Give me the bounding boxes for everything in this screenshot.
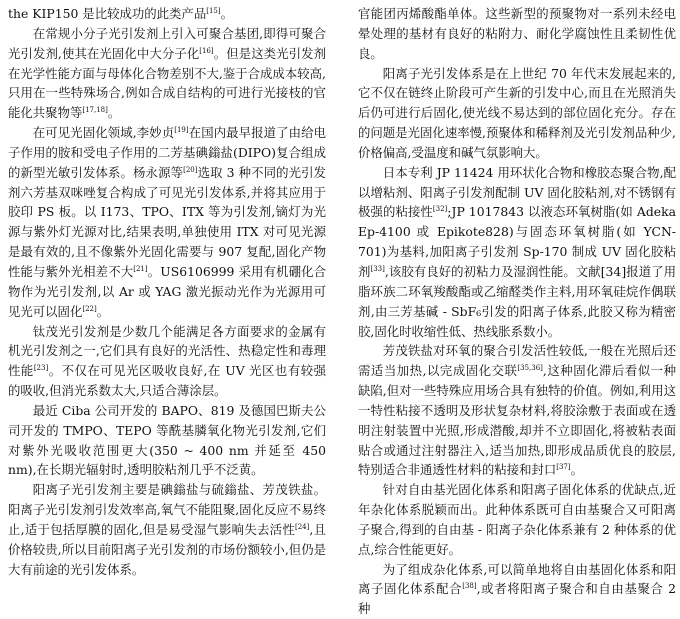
citation-ref: [16]	[199, 46, 214, 55]
paragraph-text: ,该胶有良好的初粘力及湿润性能。文献[34]报道了用脂环族二环氧羧酸酯或乙缩醛类作主料,用环氧硅烷作偶联剂,由三芳基碱 - SbF₆引发的阳离子体系,此胶又称为精密胶,固化时收缩性低、热线胀系数小。	[358, 263, 677, 339]
paragraph-text: 芳茂铁盐对环氧的聚合引发活性较低,一般在光照后还需适当加热,以完成固化交联	[358, 343, 676, 379]
paragraph	[8, 24, 326, 123]
paragraph	[8, 480, 326, 579]
paragraph-text: ,这种固化滞后看似一种缺陷,但对一些特殊应用场合具有独特的价值。例如,利用这一特性粘接不透明及形状复杂材料,将胶涂敷于表面或在透明注射装置中光照,形成潜酸,却并不立即固化,将被粘表面贴合或通过注射器注入,适当加热,即形成品质优良的胶层,特别适合非通透性材料的粘接和封口	[358, 363, 676, 478]
paragraph-text: the KIP150 是比较成功的此类产品	[8, 6, 207, 21]
citation-ref: [19]	[174, 126, 189, 135]
citation-ref: [20]	[183, 165, 198, 174]
paragraph	[358, 480, 676, 559]
paragraph-text: 阳离子光引发剂主要是碘鎓盐与硫鎓盐、芳茂铁盐。阳离子光引发剂引发效率高,氧气不能阻聚,固化反应不易终止,适于包括厚膜的固化,但是易受湿气影响失去活性	[8, 482, 326, 537]
paragraph-text: 。	[570, 462, 584, 478]
paragraph	[8, 123, 326, 321]
paragraph-text: 阳离子光引发体系是在上世纪 70 年代末发展起来的,它不仅在链终止阶段可产生新的引发中心,而且在光照消失后仍可进行后固化,使光线不易达到的部位固化充分。存在的问题是光固化速率慢,预聚体和稀释剂及光引发剂品种少,价格偏高,受温度和碱气氛影响大。	[358, 65, 676, 160]
paragraph	[358, 163, 676, 342]
paragraph-text: 。但是这类光引发剂在光学性能方面与母体化合物差别不大,鉴于合成成本较高,只用在一些特殊场合,例如合成自结构的可进行光接枝的官能化共聚物等	[8, 45, 326, 121]
citation-ref: [21]	[133, 264, 148, 273]
paragraph-text: 在国内最早报道了由给电子作用的胺和受电子作用的二芳基碘鎓盐(DIPO)复合组成的新型光敏引发体系。杨永源等	[8, 125, 326, 180]
paragraph-text: 。	[107, 105, 121, 121]
paragraph-text: 。	[220, 6, 233, 21]
citation-ref: [23]	[33, 364, 49, 373]
paragraph-text: 在常规小分子光引发剂上引入可聚合基团,即得可聚合光引发剂,使其在光固化中大分子化	[8, 25, 326, 61]
paragraph-text: 为了组成杂化体系,可以简单地将自由基固化体系和阳离子固化体系配合	[358, 561, 676, 597]
citation-ref: [17,18]	[82, 106, 108, 115]
citation-ref: [37]	[556, 463, 571, 472]
citation-ref: [38]	[462, 582, 477, 591]
paragraph-text: 钛茂光引发剂是少数几个能满足各方面要求的金属有机光引发剂之一,它们具有良好的光活性、热稳定性和毒理性能	[8, 323, 326, 379]
paragraph	[358, 341, 676, 480]
paragraph-text: 选取 3 种不同的光引发剂六芳基双咪唑复合构成了可见光引发体系,并将其应用于胶印 PS 板。以 I173、TPO、ITX 等为引发剂,镝灯为光源与紫外灯光源对比,结果表明,单独使用 ITX 对可见光源是最有效的,且不像紫外光固化需要与 907 复配,固化产物性能与紫外光相差不大	[8, 164, 327, 279]
paragraph	[358, 4, 676, 64]
paragraph	[8, 322, 326, 401]
paragraph	[358, 560, 676, 619]
citation-ref: [24]	[295, 522, 310, 531]
citation-ref: [15]	[206, 7, 221, 15]
paragraph-text: 在可见光固化领域,李妙贞	[32, 125, 175, 141]
paragraph	[8, 4, 326, 24]
citation-ref: [22]	[82, 304, 97, 313]
paragraph-text: 官能团丙烯酸酯单体。这些新型的预聚物对一系列未经电晕处理的基材有良好的粘附力、耐化学腐蚀性且柔韧性优良。	[358, 6, 676, 61]
paragraph-text: 针对自由基光固化体系和阳离子固化体系的优缺点,近年杂化体系脱颖而出。此种体系既可自由基聚合又可阳离子聚合,得到的自由基 - 阳离子杂化体系兼有 2 种体系的优点,综合性能更好。	[358, 482, 676, 557]
citation-ref: [32]	[432, 205, 448, 214]
paragraph-text: 最近 Ciba 公司开发的 BAPO、819 及德国巴斯夫公司开发的 TMPO、TEPO 等酰基膦氧化物光引发剂,它们对紫外光吸收范围更大(350 ~ 400 nm 并延至 450 nm),在长期光辐射时,透明胶粘剂几乎不泛黄。	[8, 402, 326, 478]
paragraph-text: 。US6106999 采用有机硼化合物作为光引发剂,以 Ar 或 YAG 激光振动光作为光源用可见光可以固化	[8, 263, 327, 319]
paragraph-text: 日本专利 JP 11424 用环状化合物和橡胶态聚合物,配以增粘剂、阳离子引发剂配制 UV 固化胶粘剂,对不锈钢有极强的粘接性	[358, 164, 676, 220]
paragraph-text: 。不仅在可见光区吸收良好,在 UV 光区也有较强的吸收,但消光系数太大,只适合薄涂层。	[8, 363, 327, 399]
citation-ref: [35,36]	[517, 364, 543, 373]
left-column	[8, 4, 326, 579]
citation-ref: [33]	[370, 264, 385, 273]
paragraph	[8, 401, 326, 480]
paragraph-text: ;JP 1017843 以液态环氧树脂(如 Adeka Ep-4100 或 Epikote828)与固态环氧树脂(如 YCN-701)为基料,加阳离子引发剂 Sp-170 制成 UV 固化胶粘剂	[358, 204, 676, 279]
paragraph-text: ,且价格较贵,所以目前阳离子光引发剂的市场份额较小,但仍是大有前途的光引发体系。	[8, 521, 326, 577]
paragraph-text: ,或者将阳离子聚合和自由基聚合 2 种	[358, 581, 676, 617]
paragraph-text: 。	[96, 303, 110, 319]
paragraph	[358, 64, 676, 163]
right-column	[358, 4, 676, 619]
